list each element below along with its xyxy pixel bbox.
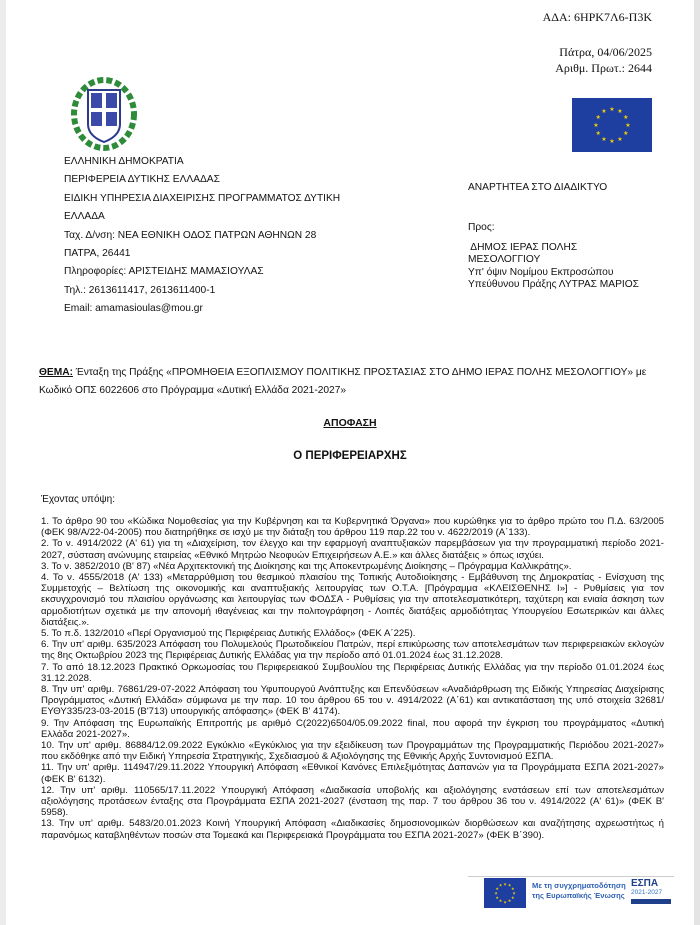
ada-code: ΑΔΑ: 6ΗΡΚ7Λ6-Π3Κ <box>542 10 652 24</box>
sender-line: ΕΙΔΙΚΗ ΥΠΗΡΕΣΙΑ ΔΙΑΧΕΙΡΙΣΗΣ ΠΡΟΓΡΑΜΜΑΤΟΣ ΔΥΤΙΚΗ <box>64 192 341 204</box>
consideration-item: 13. Την υπ' αριθμ. 5483/20.01.2023 Κοινή Υπουργική Απόφαση «Διαδικασίες δημοσιονομικών διορθώσεων και αναζήτησης αχρεωστήτως ή παρανόμως καταβληθέντων ποσών στα Τομεακά και Περιφερειακά Προγράμματα του ΕΣΠΑ 2021-2027» (ΦΕΚ Β΄390). <box>41 818 664 841</box>
footer-eu-flag-icon <box>484 878 526 908</box>
espa-title: ΕΣΠΑ <box>631 878 659 889</box>
eu-star-icon: ★ <box>498 898 503 904</box>
eu-star-icon: ★ <box>609 139 615 145</box>
recipient-line: Υπεύθυνου Πράξης ΛΥΤΡΑΣ ΜΑΡΙΟΣ <box>468 279 639 290</box>
considering-label: Έχοντας υπόψη: <box>41 494 115 505</box>
eu-star-icon: ★ <box>503 881 507 887</box>
eu-star-icon: ★ <box>617 109 623 116</box>
consideration-item: 9. Την Απόφαση της Ευρωπαϊκής Επιτροπής με αριθμό C(2022)6504/05.09.2022 final, που αφορά την έγκριση του προγράμματος «Δυτική Ελλάδα 2021-2027». <box>41 717 664 740</box>
recipient-line: ΔΗΜΟΣ ΙΕΡΑΣ ΠΟΛΗΣ <box>468 241 578 253</box>
scrollbar-track[interactable] <box>694 0 700 925</box>
subject-label: ΘΕΜΑ: <box>39 367 73 378</box>
eu-star-icon: ★ <box>494 890 498 896</box>
eu-star-icon: ★ <box>623 115 629 121</box>
espa-years: 2021-2027 <box>631 889 663 896</box>
recipient-line: Υπ' όψιν Νομίμου Εκπροσώπου <box>468 266 614 278</box>
sender-line: ΠΕΡΙΦΕΡΕΙΑ ΔΥΤΙΚΗΣ ΕΛΛΑΔΑΣ <box>64 174 220 186</box>
eu-star-icon: ★ <box>617 136 623 143</box>
eu-star-icon: ★ <box>623 131 629 137</box>
eu-star-icon: ★ <box>507 898 512 904</box>
recipient-line: ΜΕΣΟΛΟΓΓΙΟΥ <box>468 254 541 265</box>
eu-star-icon: ★ <box>507 882 512 888</box>
consideration-item: 4. Το ν. 4555/2018 (Α' 133) «Μεταρρύθμιση του θεσμικού πλαισίου της Τοπικής Αυτοδιοίκησης - Εμβάθυνση της Δημοκρατίας - Ενίσχυση της Συμμετοχής – Βελτίωση της οικονομικής και αναπτυξιακής λειτουργίας των Ο.Τ.Α. [Πρόγραμμα «ΚΛΕΙΣΘΕΝΗΣ Ι»] - Ρυθμίσεις για τον εκσυγχρονισμό του πλαισίου οργάνωσης και λειτουργίας των ΦΟΔΣΑ - Ρυθμίσεις για την αποτελεσματικότερη, ταχύτερη και ενιαία άσκηση των αρμοδιοτήτων σχετικά με την απονομή ιθαγένειας και την πολιτογράφηση - Λοιπές διατάξεις αρμοδιότητας Υπουργείου Εσωτερικών και άλλες διατάξεις.». <box>41 572 664 628</box>
greek-coat-of-arms-icon <box>64 76 144 152</box>
eu-star-icon: ★ <box>510 894 515 900</box>
cofunding-line: Με τη συγχρηματοδότηση <box>532 881 626 890</box>
publish-note: ΑΝΑΡΤΗΤΕΑ ΣΤΟ ΔΙΑΔΙΚΤΥΟ <box>468 182 608 193</box>
consideration-item: 10. Την υπ' αριθμ. 86884/12.09.2022 Εγκύκλιο «Εγκύκλιος για την εξειδίκευση των Προγραμμάτων της Προγραμματικής Περιόδου 2021-2027» που εκδόθηκε από την Ειδική Υπηρεσία Στρατηγικής, Σχεδιασμού & Αξιολόγησης της Εθνικής Αρχής Συντονισμού ΕΣΠΑ. <box>41 740 664 763</box>
eu-star-icon: ★ <box>609 107 615 113</box>
eu-star-icon: ★ <box>503 899 507 905</box>
eu-star-icon: ★ <box>595 115 601 121</box>
protocol-number: Αριθμ. Πρωτ.: 2644 <box>555 61 652 75</box>
consideration-item: 2. Το ν. 4914/2022 (Α' 61) για τη «Διαχείριση, τον έλεγχο και την εφαρμογή αναπτυξιακών παρεμβάσεων για την προγραμματική περίοδο 2021-2027, σύσταση ανώνυμης εταιρείας «Εθνικό Μητρώο Νεοφυών Επιχειρήσεων Α.Ε.» και άλλες διατάξεις » όπως ισχύει. <box>41 538 664 561</box>
sender-address: Ταχ. Δ/νση: ΝΕΑ ΕΘΝΙΚΗ ΟΔΟΣ ΠΑΤΡΩΝ ΑΘΗΝΩΝ 28 <box>64 229 317 241</box>
consideration-item: 3. Το ν. 3852/2010 (Β' 87) «Νέα Αρχιτεκτονική της Διοίκησης και της Αποκεντρωμένης Διοίκησης – Πρόγραμμα Καλλικράτης». <box>41 560 572 572</box>
date-block <box>555 44 652 76</box>
consideration-item: 6. Την υπ' αριθμ. 635/2023 Απόφαση του Πολυμελούς Πρωτοδικείου Πατρών, περί επικύρωσης των αποτελεσμάτων των περιφερειακών εκλογών της 8ης Οκτωβρίου 2023 της Περιφέρειας Δυτικής Ελλάδας για την περίοδο από 01.01.2024 έως 31.12.2028. <box>41 639 664 662</box>
sender-phone: Τηλ.: 2613611417, 2613611400-1 <box>64 284 216 296</box>
eu-star-icon: ★ <box>601 136 607 143</box>
eu-star-icon: ★ <box>625 123 631 129</box>
sender-email[interactable]: Email: amamasioulas@mou.gr <box>64 303 203 315</box>
consideration-item: 1. Το άρθρο 90 του «Κώδικα Νομοθεσίας για την Κυβέρνηση και τα Κυβερνητικά Όργανα» που κυρώθηκε για το άρθρο πρώτο του Π.Δ. 63/2005 (ΦΕΚ 98/Α/22-04-2005) που διατηρήθηκε σε ισχύ με την διάταξη του άρθρου 119 παρ.22 του ν. 4622/2019 (Α΄133). <box>41 516 664 539</box>
eu-star-icon: ★ <box>512 890 516 896</box>
espa-logo <box>631 878 675 910</box>
eu-star-icon: ★ <box>601 109 607 116</box>
recipient-block <box>468 222 639 292</box>
eu-flag-icon <box>572 98 652 152</box>
sender-city: ΠΑΤΡΑ, 26441 <box>64 248 131 260</box>
espa-bar <box>631 899 671 904</box>
eu-star-icon: ★ <box>595 131 601 137</box>
footer-divider <box>468 876 674 877</box>
considerations-list <box>41 516 664 841</box>
eu-star-icon: ★ <box>495 885 500 891</box>
subject <box>39 364 669 400</box>
cofunding-line: της Ευρωπαϊκής Ένωσης <box>532 891 625 900</box>
recipient-label: Προς: <box>468 222 495 233</box>
sender-block <box>64 153 340 319</box>
consideration-item: 5. Το π.δ. 132/2010 «Περί Οργανισμού της Περιφέρειας Δυτικής Ελλάδος» (ΦΕΚ Α΄225). <box>41 628 416 640</box>
eu-star-icon: ★ <box>593 123 599 129</box>
decision-heading: ΑΠΟΦΑΣΗ <box>323 417 377 429</box>
eu-star-icon: ★ <box>495 894 500 900</box>
authority-heading: Ο ΠΕΡΙΦΕΡΕΙΑΡΧΗΣ <box>293 450 407 462</box>
place-date: Πάτρα, 04/06/2025 <box>559 45 652 59</box>
cofunding-text <box>532 881 626 901</box>
eu-star-icon: ★ <box>510 885 515 891</box>
consideration-item: 7. Το από 18.12.2023 Πρακτικό Ορκωμοσίας του Περιφερειακού Συμβουλίου της Περιφέρειας Δυτικής Ελλάδας για την περίοδο 01.01.2024 έως 31.12.2028. <box>41 661 664 684</box>
sender-line: ΕΛΛΗΝΙΚΗ ΔΗΜΟΚΡΑΤΙΑ <box>64 156 184 167</box>
document-page <box>6 0 694 925</box>
consideration-item: 12. Την υπ' αριθμ. 110565/17.11.2022 Υπουργική Απόφαση «Διαδικασία υποβολής και αξιολόγησης ενστάσεων επί των αποτελεσμάτων αξιολόγησης προτάσεων ένταξης στα Προγράμματα ΕΣΠΑ 2021-2027 (ένσταση της παρ. 7 του άρθρου 36 του ν. 4914/2022 (Α' 61)» (ΦΕΚ Β' 5958). <box>41 784 664 819</box>
subject-text: Ένταξη της Πράξης «ΠΡΟΜΗΘΕΙΑ ΕΞΟΠΛΙΣΜΟΥ ΠΟΛΙΤΙΚΗΣ ΠΡΟΣΤΑΣΙΑΣ ΣΤΟ ΔΗΜΟ ΙΕΡΑΣ ΠΟΛΗΣ ΜΕΣΟΛΟΓΓΙΟΥ» με Κωδικό ΟΠΣ 6022606 στο Πρόγραμμα «Δυτική Ελλάδα 2021-2027» <box>39 367 647 396</box>
sender-contact-person: Πληροφορίες: ΑΡΙΣΤΕΙΔΗΣ ΜΑΜΑΣΙΟΥΛΑΣ <box>64 266 264 278</box>
eu-star-icon: ★ <box>498 882 503 888</box>
consideration-item: 8. Την υπ' αριθμ. 76861/29-07-2022 Απόφαση του Υφυπουργού Ανάπτυξης και Επενδύσεων «Αναδιάρθρωση της Ειδικής Υπηρεσίας Διαχείρισης Προγράμματος «Δυτική Ελλάδα» σύμφωνα με την παρ. 10 του άρθρου 65 του ν. 4914/2022 (Α΄61) και αντικατάσταση της υπό στοιχεία 32681/ΕΥΘΥ335/23-03-2015 (Β'713) υπουργικής απόφασης» (ΦΕΚ Β' 4174). <box>41 684 664 718</box>
sender-line: ΕΛΛΑΔΑ <box>64 211 105 223</box>
consideration-item: 11. Την υπ' αριθμ. 114947/29.11.2022 Υπουργική Απόφαση «Εθνικοί Κανόνες Επιλεξιμότητας Δαπανών για τα Προγράμματα ΕΣΠΑ 2021-2027» (ΦΕΚ Β' 6132). <box>41 762 664 785</box>
